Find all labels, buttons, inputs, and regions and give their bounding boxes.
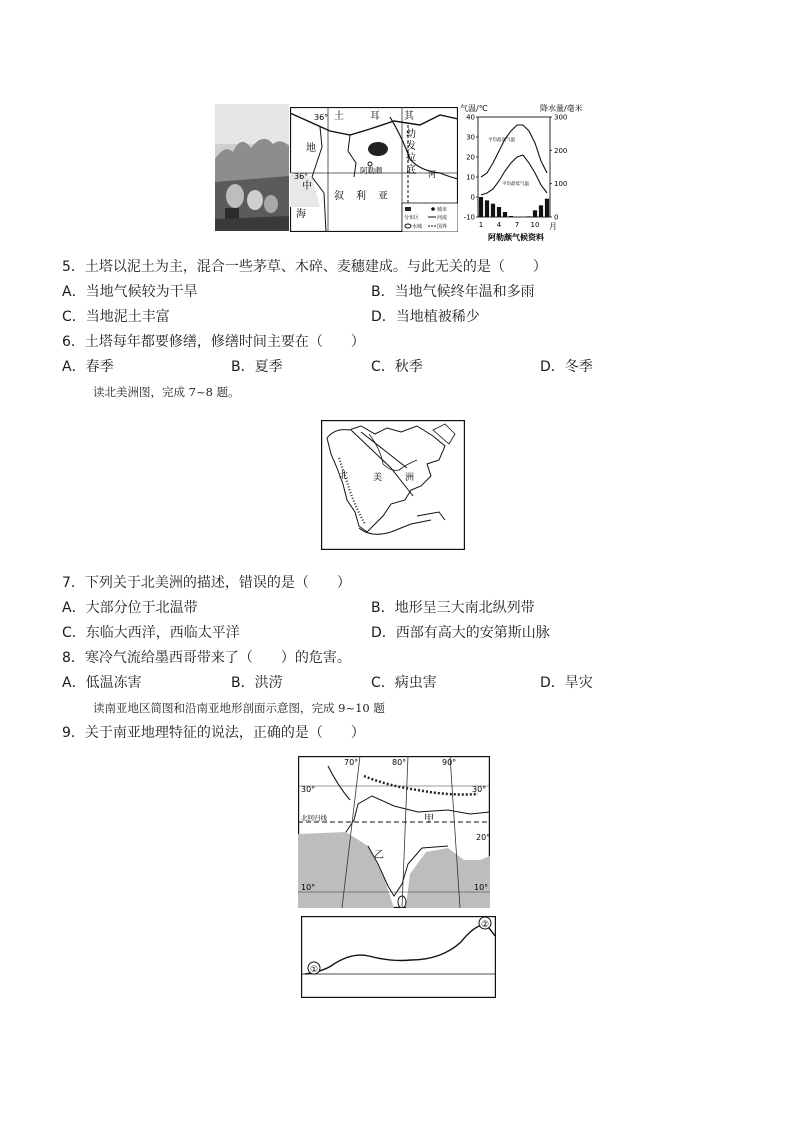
climate-x-unit: 月: [549, 222, 557, 231]
south-asia-map: [298, 756, 490, 908]
na-label-america: 美: [373, 473, 383, 483]
q7-option-b[interactable]: B．地形呈三大南北纵列带: [371, 600, 535, 616]
lat-20: 20°: [476, 833, 490, 842]
profile-point-1: ①: [310, 965, 319, 975]
climate-left-tick-label: -10: [463, 213, 475, 222]
climate-precip-bar: [479, 197, 483, 217]
q8-option-c[interactable]: C．病虫害: [371, 675, 437, 691]
climate-x-tick-label: 4: [496, 221, 502, 229]
label-jia: 甲: [424, 814, 434, 825]
climate-temp-line: [481, 155, 547, 195]
climate-precip-bar: [539, 205, 543, 217]
climate-precip-bar: [533, 210, 537, 217]
instruction-north-america: 读北美洲图，完成 7~8 题。: [93, 385, 240, 399]
label-euphrates-2: 发: [406, 141, 416, 152]
legend-river: 河流: [437, 215, 448, 221]
aleppo-region-map: [290, 107, 458, 232]
lon-90: 90°: [442, 758, 457, 767]
climate-ylabel-right: 降水量/毫米: [540, 104, 582, 113]
aleppo-climate-chart: [458, 101, 582, 243]
north-america-map: [321, 420, 465, 550]
q6-stem: 6．土塔每年都要修缮，修缮时间主要在（ ）: [62, 334, 365, 350]
legend-city: 城市: [437, 207, 448, 213]
label-euphrates-3: 拉: [406, 153, 416, 164]
q5-stem: 5．土塔以泥土为主，混合一些茅草、木碎、麦穗建成。与此无关的是（ ）: [62, 259, 547, 275]
climate-left-tick-label: 30: [466, 133, 475, 142]
na-label-north: 北: [339, 471, 349, 481]
label-euphrates-1: 幼: [406, 129, 416, 140]
climate-left-tick-label: 40: [466, 113, 475, 122]
climate-x-tick-label: 1: [478, 221, 484, 229]
q8-option-b[interactable]: B．洪涝: [231, 675, 283, 691]
climate-line-label-min: 平均最低气温: [502, 182, 529, 187]
q7-option-a[interactable]: A．大部分位于北温带: [62, 600, 198, 616]
climate-right-tick-label: 200: [554, 146, 568, 155]
south-asia-profile: [301, 916, 496, 998]
label-turkey-3: 其: [404, 111, 414, 122]
q8-option-d[interactable]: D．旱灾: [540, 675, 593, 691]
climate-x-tick-label: 10: [530, 221, 540, 229]
q9-stem: 9．关于南亚地理特征的说法，正确的是（ ）: [62, 725, 365, 741]
climate-precip-bar: [527, 216, 531, 217]
tropic-label: 北回归线: [301, 814, 327, 822]
climate-right-tick-label: 0: [554, 213, 559, 222]
label-yi: 乙: [374, 850, 384, 861]
q6-option-c[interactable]: C．秋季: [371, 359, 423, 375]
legend-water: 水城: [412, 224, 423, 230]
climate-left-tick-label: 10: [466, 173, 475, 182]
q7-option-d[interactable]: D．西部有高大的安第斯山脉: [371, 625, 550, 641]
climate-ylabel-left: 气温/℃: [460, 104, 488, 113]
label-turkey-1: 土: [334, 111, 344, 122]
climate-x-tick-label: 7: [514, 221, 520, 229]
label-euphrates-4: 底: [406, 165, 416, 176]
legend-area: 分布区: [404, 215, 420, 221]
climate-precip-bar: [497, 207, 501, 217]
label-med-3: 海: [296, 209, 306, 220]
label-syria-1: 叙: [334, 191, 344, 202]
earthen-tower-photo: [215, 104, 289, 231]
profile-point-2: ②: [481, 920, 490, 930]
q5-option-b[interactable]: B．当地气候终年温和多雨: [371, 284, 535, 300]
q6-option-b[interactable]: B．夏季: [231, 359, 283, 375]
lat-30-left: 30°: [301, 785, 316, 794]
climate-left-tick-label: 20: [466, 153, 475, 162]
climate-caption: 阿勒颇气候资料: [488, 233, 544, 242]
label-river: 河: [428, 170, 436, 179]
label-med-2: 中: [302, 181, 312, 192]
climate-precip-bar: [509, 216, 513, 217]
lat-36-top: 36°: [314, 113, 329, 122]
climate-right-tick-label: 100: [554, 180, 568, 189]
label-turkey-2: 耳: [370, 111, 380, 122]
lon-70: 70°: [344, 758, 359, 767]
q6-option-d[interactable]: D．冬季: [540, 359, 593, 375]
label-aleppo: 阿勒颇: [360, 166, 383, 175]
lat-30-right: 30°: [472, 785, 487, 794]
climate-temp-line: [481, 125, 547, 177]
lon-80: 80°: [392, 758, 407, 767]
q7-option-c[interactable]: C．东临大西洋，西临太平洋: [62, 625, 240, 641]
q8-stem: 8．寒冷气流给墨西哥带来了（ ）的危害。: [62, 650, 351, 666]
na-label-continent: 洲: [405, 473, 415, 483]
climate-precip-bar: [485, 200, 489, 217]
climate-right-tick-label: 300: [554, 113, 568, 122]
lat-10-right: 10°: [474, 883, 489, 892]
q5-option-c[interactable]: C．当地泥土丰富: [62, 309, 170, 325]
climate-line-label-max: 平均最高气温: [488, 138, 515, 143]
climate-left-tick-label: 0: [470, 193, 475, 202]
climate-precip-bar: [545, 199, 549, 217]
label-syria-3: 亚: [378, 191, 388, 202]
q5-option-d[interactable]: D．当地植被稀少: [371, 309, 480, 325]
q8-option-a[interactable]: A．低温冻害: [62, 675, 142, 691]
lat-10-left: 10°: [301, 883, 316, 892]
label-med-1: 地: [306, 143, 316, 154]
legend-border: 国界: [437, 224, 448, 230]
label-syria-2: 利: [356, 191, 366, 202]
lat-36-mid: 36°: [294, 172, 309, 181]
q7-stem: 7．下列关于北美洲的描述，错误的是（ ）: [62, 575, 351, 591]
q6-option-a[interactable]: A．春季: [62, 359, 114, 375]
instruction-south-asia: 读南亚地区简图和沿南亚地形剖面示意图，完成 9~10 题: [93, 701, 385, 715]
climate-precip-bar: [503, 212, 507, 217]
q5-option-a[interactable]: A．当地气候较为干旱: [62, 284, 198, 300]
climate-precip-bar: [491, 204, 495, 217]
